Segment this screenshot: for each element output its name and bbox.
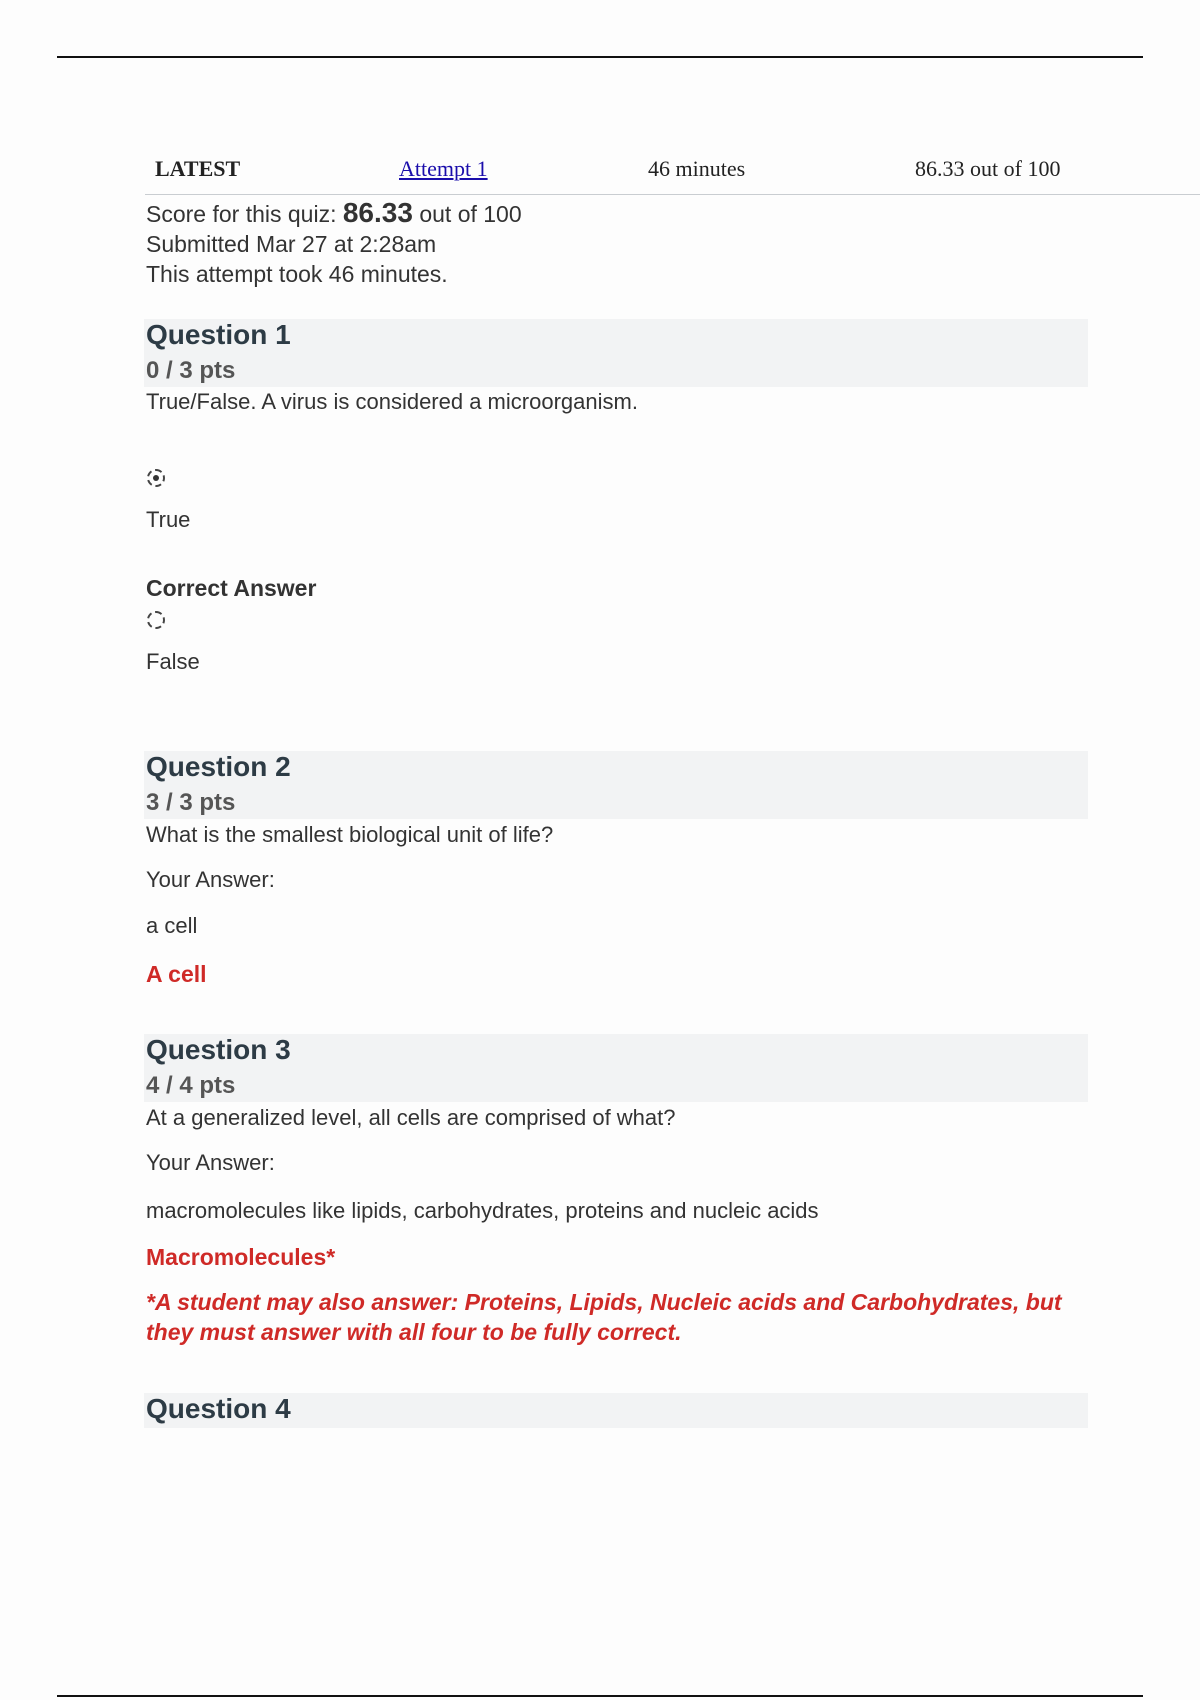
radio-icon	[147, 611, 165, 629]
question-4-header	[144, 1393, 1088, 1428]
top-rule	[57, 56, 1143, 58]
question-3-prompt: At a generalized level, all cells are comprised of what?	[146, 1105, 676, 1130]
your-answer: macromolecules like lipids, carbohydrates, proteins and nucleic acids	[146, 1198, 819, 1223]
question-title: Question 1	[146, 319, 291, 350]
score-line	[146, 198, 522, 229]
question-points: 0 / 3 pts	[146, 357, 236, 384]
answer-key: Macromolecules*	[146, 1244, 336, 1270]
attempt-time: 46 minutes	[648, 156, 746, 181]
question-3-header	[144, 1034, 1088, 1102]
question-1-prompt: True/False. A virus is considered a microorganism.	[146, 389, 638, 414]
question-points: 4 / 4 pts	[146, 1072, 236, 1099]
question-2-header	[144, 751, 1088, 819]
selected-radio-icon	[147, 469, 165, 487]
attempt-link[interactable]: Attempt 1	[399, 156, 488, 181]
answer-key: A cell	[146, 961, 207, 987]
question-title: Question 3	[146, 1034, 291, 1065]
selected-answer: True	[146, 507, 191, 532]
your-answer: a cell	[146, 913, 198, 938]
latest-label: LATEST	[155, 156, 241, 181]
attempt-history-row	[145, 152, 1200, 195]
correct-answer: False	[146, 649, 200, 674]
question-2-prompt: What is the smallest biological unit of life?	[146, 822, 554, 847]
answer-note: *A student may also answer: Proteins, Lipids, Nucleic acids and Carbohydrates, but they must answer with all four to be fully correct.	[146, 1289, 1062, 1345]
your-answer-label: Your Answer:	[146, 1150, 275, 1175]
question-points: 3 / 3 pts	[146, 789, 236, 816]
question-title: Question 2	[146, 751, 291, 782]
quiz-summary	[146, 198, 522, 289]
your-answer-label: Your Answer:	[146, 867, 275, 892]
question-1-header	[144, 319, 1088, 387]
correct-answer-label: Correct Answer	[146, 575, 317, 601]
bottom-rule	[57, 1695, 1143, 1697]
score-value: 86.33	[342, 197, 413, 228]
submitted-line: Submitted Mar 27 at 2:28am	[146, 231, 437, 257]
attempt-score: 86.33 out of 100	[915, 156, 1061, 181]
question-title: Question 4	[146, 1393, 291, 1424]
score-suffix: out of 100	[412, 201, 522, 227]
score-prefix: Score for this quiz:	[146, 201, 343, 227]
duration-line: This attempt took 46 minutes.	[146, 261, 448, 287]
